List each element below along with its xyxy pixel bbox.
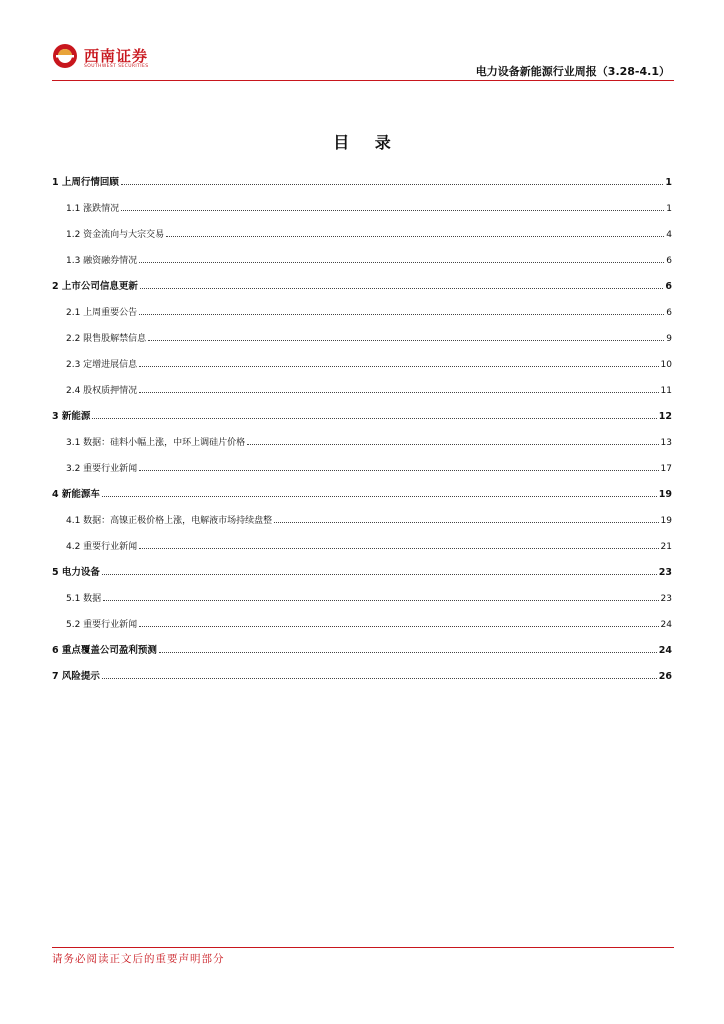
toc-dot-leader [139, 625, 658, 627]
toc-entry-section[interactable] [52, 636, 672, 656]
toc-entry-page-number: 24 [658, 645, 672, 656]
toc-dot-leader [139, 261, 664, 263]
toc-entry-page-number: 13 [660, 438, 672, 448]
toc-entry-page-number: 10 [660, 360, 672, 370]
toc-entry-subsection[interactable] [52, 376, 672, 396]
toc-entry-label: 2 上市公司信息更新 [52, 281, 138, 292]
toc-dot-leader [139, 469, 658, 471]
toc-entry-subsection[interactable] [52, 584, 672, 604]
logo-name-en: SOUTHWEST SECURITIES [84, 64, 149, 69]
toc-entry-page-number: 21 [660, 542, 672, 552]
toc-title: 目 录 [333, 133, 401, 152]
toc-entry-subsection[interactable] [52, 324, 672, 344]
toc-entry-section[interactable] [52, 662, 672, 682]
header-divider [52, 80, 674, 81]
toc-entry-label: 2.2 限售股解禁信息 [66, 334, 147, 344]
toc-entry-label: 5 电力设备 [52, 567, 100, 578]
toc-dot-leader [139, 365, 658, 367]
toc-entry-subsection[interactable] [52, 298, 672, 318]
toc-entry-subsection[interactable] [52, 428, 672, 448]
toc-entry-subsection[interactable] [52, 246, 672, 266]
toc-entry-subsection[interactable] [52, 610, 672, 630]
toc-dot-leader [148, 339, 664, 341]
report-header-title: 电力设备新能源行业周报（3.28-4.1） [475, 65, 670, 78]
toc-entry-page-number: 17 [660, 464, 672, 474]
toc-entry-subsection[interactable] [52, 220, 672, 240]
toc-entry-label: 4 新能源车 [52, 489, 100, 500]
toc-dot-leader [92, 417, 656, 419]
toc-dot-leader [121, 209, 664, 211]
toc-dot-leader [102, 573, 657, 575]
toc-dot-leader [139, 313, 664, 315]
toc-entry-page-number: 23 [658, 567, 672, 578]
toc-dot-leader [102, 495, 657, 497]
toc-entry-label: 5.2 重要行业新闻 [66, 620, 138, 630]
footer-disclaimer-notice: 请务必阅读正文后的重要声明部分 [52, 953, 225, 965]
toc-dot-leader [274, 521, 658, 523]
toc-entry-page-number: 11 [660, 386, 672, 396]
toc-dot-leader [166, 235, 664, 237]
toc-entry-page-number: 26 [658, 671, 672, 682]
toc-dot-leader [102, 677, 657, 679]
toc-entry-label: 5.1 数据 [66, 594, 102, 604]
toc-entry-subsection[interactable] [52, 532, 672, 552]
toc-entry-label: 2.4 股权质押情况 [66, 386, 138, 396]
toc-dot-leader [121, 183, 663, 185]
company-logo [52, 43, 172, 75]
toc-entry-page-number: 9 [666, 334, 672, 344]
toc-entry-subsection[interactable] [52, 454, 672, 474]
toc-entry-label: 1 上周行情回顾 [52, 177, 119, 188]
toc-entry-page-number: 6 [666, 308, 672, 318]
toc-entry-label: 3 新能源 [52, 411, 91, 422]
toc-dot-leader [103, 599, 658, 601]
toc-entry-subsection[interactable] [52, 506, 672, 526]
toc-dot-leader [139, 391, 658, 393]
toc-entry-page-number: 6 [666, 256, 672, 266]
toc-entry-section[interactable] [52, 272, 672, 292]
toc-entry-label: 7 风险提示 [52, 671, 100, 682]
toc-entry-label: 4.2 重要行业新闻 [66, 542, 138, 552]
toc-entry-page-number: 23 [660, 594, 672, 604]
logo-name-cn: 西南证券 [84, 47, 149, 65]
toc-entry-page-number: 4 [666, 230, 672, 240]
toc-entry-subsection[interactable] [52, 350, 672, 370]
toc-dot-leader [139, 547, 658, 549]
toc-dot-leader [159, 651, 657, 653]
toc-entry-label: 3.1 数据：硅料小幅上涨，中环上调硅片价格 [66, 438, 246, 448]
toc-entry-label: 4.1 数据：高镍正极价格上涨，电解液市场持续盘整 [66, 516, 273, 526]
toc-entry-label: 2.1 上周重要公告 [66, 308, 138, 318]
toc-entry-label: 1.1 涨跌情况 [66, 204, 120, 214]
toc-entry-section[interactable] [52, 558, 672, 578]
toc-entry-label: 1.2 资金流向与大宗交易 [66, 230, 165, 240]
toc-entry-page-number: 24 [660, 620, 672, 630]
toc-entry-section[interactable] [52, 402, 672, 422]
toc-entry-page-number: 1 [666, 204, 672, 214]
toc-entry-label: 2.3 定增进展信息 [66, 360, 138, 370]
toc-entry-label: 1.3 融资融券情况 [66, 256, 138, 266]
toc-entry-subsection[interactable] [52, 194, 672, 214]
toc-entry-section[interactable] [52, 480, 672, 500]
toc-entry-page-number: 19 [658, 489, 672, 500]
footer-divider [52, 947, 674, 948]
toc-dot-leader [247, 443, 658, 445]
toc-entry-label: 6 重点覆盖公司盈利预测 [52, 645, 157, 656]
southwest-securities-logo-icon [52, 43, 78, 69]
toc-entry-page-number: 6 [665, 281, 672, 292]
toc-entry-section[interactable] [52, 168, 672, 188]
toc-entry-page-number: 1 [665, 177, 672, 188]
toc-entry-label: 3.2 重要行业新闻 [66, 464, 138, 474]
toc-entry-page-number: 12 [658, 411, 672, 422]
toc-dot-leader [140, 287, 663, 289]
toc-entry-page-number: 19 [660, 516, 672, 526]
